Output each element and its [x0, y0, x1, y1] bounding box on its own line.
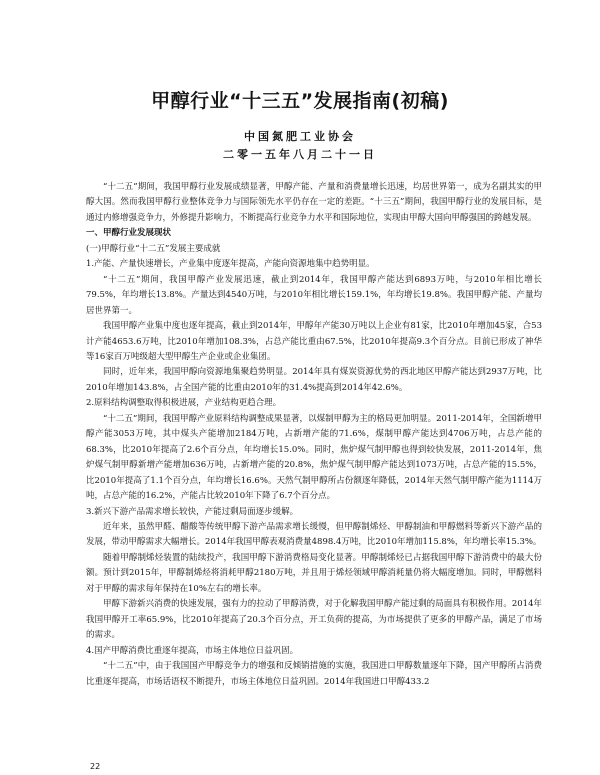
intro-paragraph: “十二五”期间，我国甲醇行业发展成绩显著，甲醇产能、产量和消费量增长迅速，均居世界第一，成为名副其实的甲醇大国。然而我国甲醇行业整体竞争力与国际领先水平仍存在一定的差距。“十三五”期间，我国甲醇行业的发展目标，是通过内修增强竞争力，外修提升影响力，不断提高行业竞争力水平和国际地位，实现由甲醇大国向甲醇强国的跨越发展。 — [86, 182, 542, 223]
paragraph-concentration: 我国甲醇产业集中度也逐年提高，截止到2014年，甲醇年产能30万吨以上企业有81家，比2010年增加45家，合53计产能4653.6万吨，比2010年增加108.3%，占总产能比重由67.5%，比2010年提高9.3个百分点。目前已形成了神华等16家百万吨级超大型甲醇生产企业或企业集团。 — [86, 321, 542, 362]
page-number: 22 — [90, 762, 101, 771]
item-heading-4: 4.国产甲醇消费比重逐年提高，市场主体地位日益巩固。 — [86, 645, 299, 656]
document-date: 二零一五年八月二十一日 — [223, 148, 377, 161]
item-heading-3: 3.新兴下游产品需求增长较快，产能过剩局面逐步缓解。 — [86, 506, 299, 517]
document-body — [86, 180, 542, 690]
paragraph-resource-regions: 同时，近年来，我国甲醇向资源地集聚趋势明显。2014年具有煤炭资源优势的西北地区甲醇产能达到2937万吨，比2010年增加143.8%，占全国产能的比重由2010年的31.4%提高到2014年42.6%。 — [86, 367, 542, 393]
subsection-heading: (一)甲醇行业“十二五”发展主要成就 — [86, 243, 221, 254]
section-heading: 一、甲醇行业发展现状 — [86, 228, 172, 239]
author-organization: 中国氮肥工业协会 — [244, 130, 356, 143]
item-heading-1: 1.产能、产量快速增长，产业集中度逐年提高，产能向资源地集中趋势明显。 — [86, 259, 375, 270]
document-title: 甲醇行业“十三五”发展指南(初稿) — [151, 90, 449, 112]
paragraph-feedstock: “十二五”期间，我国甲醇产业原料结构调整成果显著，以煤制甲醇为主的格局更加明显。2011-2014年，全国新增甲醇产能3053万吨，其中煤头产能增加2184万吨，占新增产能的71.6%，煤制甲醇产能达到4706万吨，占总产能的68.3%，比2010年提高了2.6个百分点，年均增长15.0%。同时，焦炉煤气制甲醇也得到较快发展，2011-2014年，焦炉煤气制甲醇新增产能增加636万吨，占新增产能的20.8%，焦炉煤气制甲醇产能达到1073万吨，占总产能的15.5%，比2010年提高了1.1个百分点，年均增长16.6%。天然气制甲醇所占份额逐年降低，2014年天然气制甲醇产能为1114万吨，占总产能的16.2%，产能占比较2010年下降了6.7个百分点。 — [86, 413, 542, 502]
paragraph-olefins: 随着甲醇制烯烃装置的陆续投产，我国甲醇下游消费格局变化显著。甲醇制烯烃已占据我国甲醇下游消费中的最大份额。预计到2015年，甲醇制烯烃将消耗甲醇2180万吨，并且用于烯烃领域甲醇消耗量仍将大幅度增加。同时，甲醇燃料对于甲醇的需求每年保持在10%左右的增长率。 — [86, 552, 542, 594]
paragraph-demand: 近年来，虽然甲醛、醋酸等传统甲醇下游产品需求增长缓慢，但甲醇制烯烃、甲醇制油和甲醇燃料等新兴下游产品的发展，带动甲醇需求大幅增长。2014年我国甲醇表观消费量4898.4万吨，比2010年增加115.8%，年均增长率15.3%。 — [86, 521, 542, 548]
paragraph-imports: “十二五”中，由于我国国产甲醇竞争力的增强和反倾销措施的实施，我国进口甲醇数量逐年下降，国产甲醇所占消费比重逐年提高，市场话语权不断提升，市场主体地位日益巩固。2014年我国进口甲醇433.2 — [86, 661, 542, 687]
paragraph-capacity: “十二五”期间，我国甲醇产业发展迅速，截止到2014年，我国甲醇产能达到6893万吨，与2010年相比增长79.5%，年均增长13.8%。产量达到4540万吨，与2010年相比增长159.1%，年均增长19.8%。我国甲醇产能、产量均居世界第一。 — [86, 274, 542, 316]
item-heading-2: 2.原料结构调整取得积极进展，产业结构更趋合理。 — [86, 398, 282, 409]
paragraph-utilization: 甲醇下游新兴消费的快速发展，强有力的拉动了甲醇消费，对于化解我国甲醇产能过剩的局面具有积极作用。2014年我国甲醇开工率65.9%，比2010年提高了20.3个百分点，开工负荷的提高，为市场提供了更多的甲醇产品，满足了市场的需求。 — [86, 599, 542, 641]
